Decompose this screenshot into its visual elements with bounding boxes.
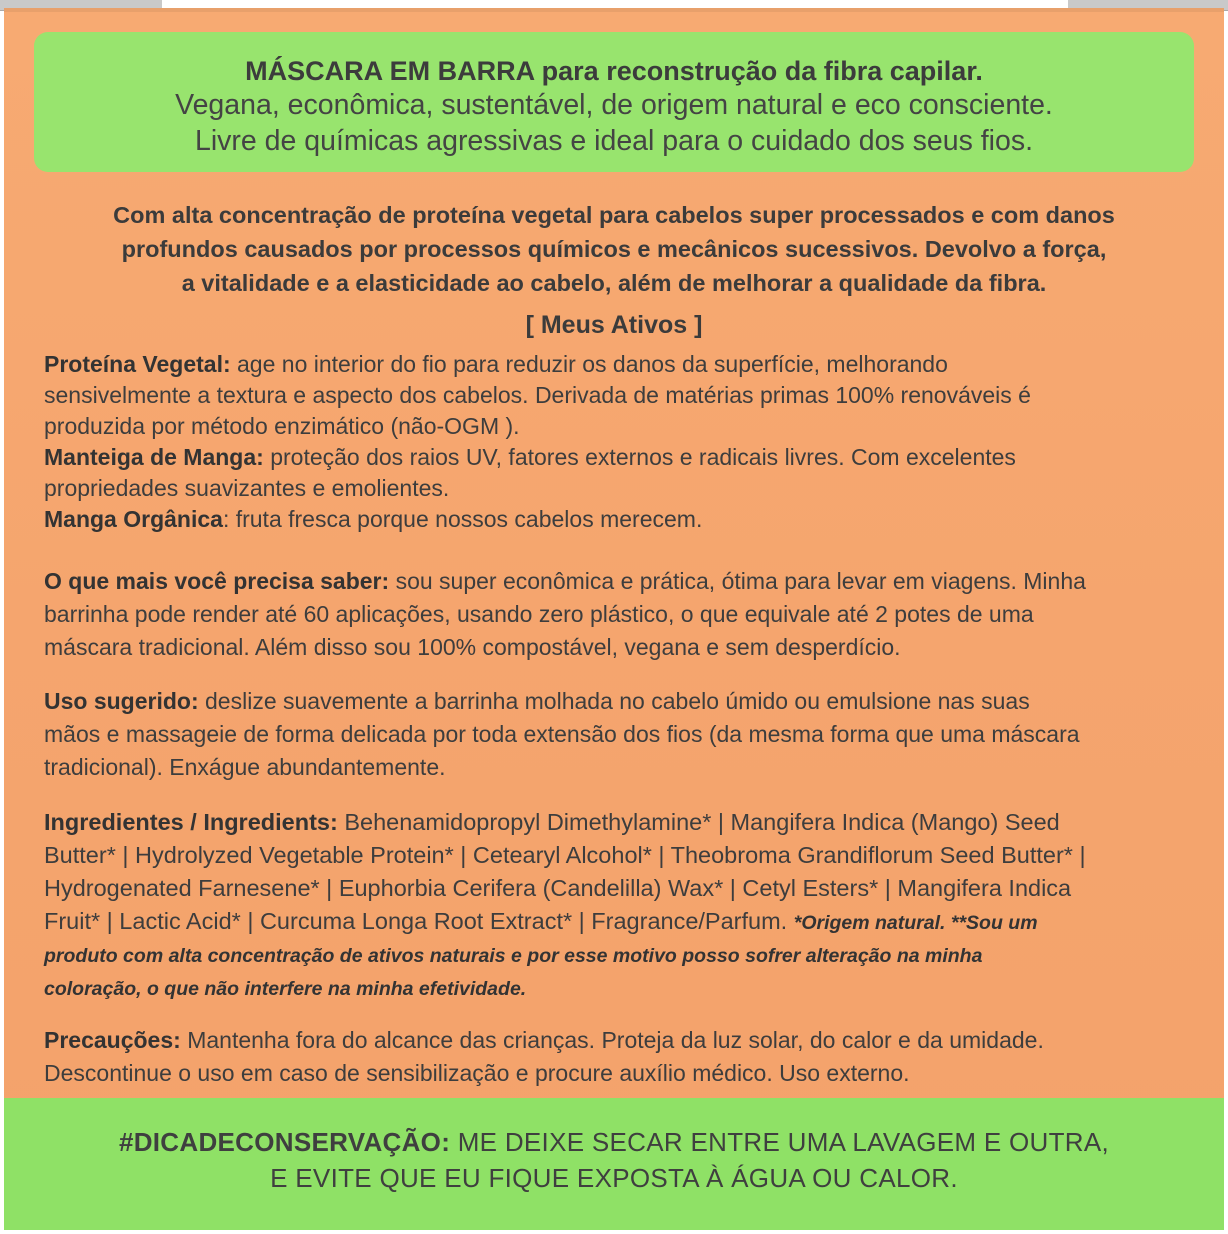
usage-section: [44, 685, 1204, 784]
active-protein-label: Proteína Vegetal:: [44, 351, 231, 377]
more-info-label: O que mais você precisa saber:: [44, 568, 390, 594]
natural-origin-note: produto com alta concentração de ativos naturais e por esse motivo posso sofrer alteração na minha: [44, 945, 983, 967]
conservation-tip-text: ME DEIXE SECAR ENTRE UMA LAVAGEM E OUTRA,: [457, 1127, 1110, 1157]
active-butter-text: propriedades suavizantes e emolientes.: [44, 475, 450, 501]
ingredients-text: Fruit* | Lactic Acid* | Curcuma Longa Root Extract* | Fragrance/Parfum.: [44, 908, 788, 934]
active-protein-text: sensivelmente a textura e aspecto dos cabelos. Derivada de matérias primas 100% renováveis é: [44, 382, 1031, 408]
ingredients-text: Behenamidopropyl Dimethylamine* | Mangifera Indica (Mango) Seed: [344, 809, 1060, 835]
intro-line: a vitalidade e a elasticidade ao cabelo, além de melhorar a qualidade da fibra.: [181, 270, 1047, 296]
active-mango-text: : fruta fresca porque nossos cabelos merecem.: [222, 506, 703, 532]
header-banner: [34, 32, 1194, 172]
more-info-section: [44, 565, 1204, 664]
active-butter-label: Manteiga de Manga:: [44, 444, 264, 470]
conservation-tip-text: E EVITE QUE EU FIQUE EXPOSTA À ÁGUA OU CALOR.: [270, 1163, 958, 1193]
natural-origin-note: coloração, o que não interfere na minha efetividade.: [44, 978, 527, 1000]
usage-label: Uso sugerido:: [44, 688, 199, 714]
actives-section: [44, 349, 1204, 535]
product-purpose: para reconstrução da fibra capilar.: [541, 56, 983, 86]
box-top-shade: [4, 8, 1224, 12]
conservation-tip-banner: [4, 1098, 1224, 1230]
actives-heading: [ Meus Ativos ]: [525, 311, 703, 339]
usage-text: tradicional). Enxágue abundantemente.: [44, 754, 446, 780]
active-protein-text: age no interior do fio para reduzir os danos da superfície, melhorando: [237, 351, 948, 377]
conservation-hashtag: #DICADECONSERVAÇÃO:: [118, 1127, 451, 1157]
ingredients-label: Ingredientes / Ingredients:: [44, 809, 338, 835]
product-title: [34, 56, 1194, 87]
ingredients-text: Butter* | Hydrolyzed Vegetable Protein* | Cetearyl Alcohol* | Theobroma Grandiflorum Seed Butter* |: [44, 842, 1086, 868]
precautions-text: Mantenha fora do alcance das crianças. Proteja da luz solar, do calor e da umidade.: [187, 1027, 1044, 1053]
active-butter-text: proteção dos raios UV, fatores externos e radicais livres. Com excelentes: [270, 444, 1016, 470]
product-name: MÁSCARA EM BARRA: [245, 56, 535, 86]
precautions-label: Precauções:: [44, 1027, 181, 1053]
intro-line: Com alta concentração de proteína vegetal para cabelos super processados e com danos: [113, 202, 1115, 228]
more-info-text: máscara tradicional. Além disso sou 100% compostável, vegana e sem desperdício.: [44, 634, 901, 660]
more-info-text: sou super econômica e prática, ótima para levar em viagens. Minha: [395, 568, 1086, 594]
more-info-text: barrinha pode render até 60 aplicações, usando zero plástico, o que equivale até 2 potes de uma: [44, 601, 1034, 627]
ingredients-section: [44, 806, 1204, 1006]
intro-line: profundos causados por processos químicos e mecânicos sucessivos. Devolvo a força,: [121, 236, 1107, 262]
active-mango: [44, 504, 1204, 535]
ingredients-text: Hydrogenated Farnesene* | Euphorbia Cerifera (Candelilla) Wax* | Cetyl Esters* | Mangifera Indica: [44, 875, 1072, 901]
active-protein-text: produzida por método enzimático (não-OGM ).: [44, 413, 520, 439]
active-butter: [44, 442, 1204, 473]
precautions-text: Descontinue o uso em caso de sensibilização e procure auxílio médico. Uso externo.: [44, 1060, 910, 1086]
natural-origin-note: *Origem natural. **Sou um: [793, 912, 1038, 934]
active-mango-label: Manga Orgânica: [44, 506, 223, 532]
usage-text: deslize suavemente a barrinha molhada no cabelo úmido ou emulsione nas suas: [205, 688, 1030, 714]
product-tagline-1: Vegana, econômica, sustentável, de origem natural e eco consciente.: [175, 89, 1053, 121]
active-protein: [44, 349, 1204, 380]
usage-text: mãos e massageie de forma delicada por toda extensão dos fios (da mesma forma que uma máscara: [44, 721, 1080, 747]
product-tagline-2: Livre de químicas agressivas e ideal para o cuidado dos seus fios.: [194, 125, 1034, 157]
precautions-section: [44, 1024, 1204, 1090]
intro-paragraph: [40, 198, 1188, 300]
